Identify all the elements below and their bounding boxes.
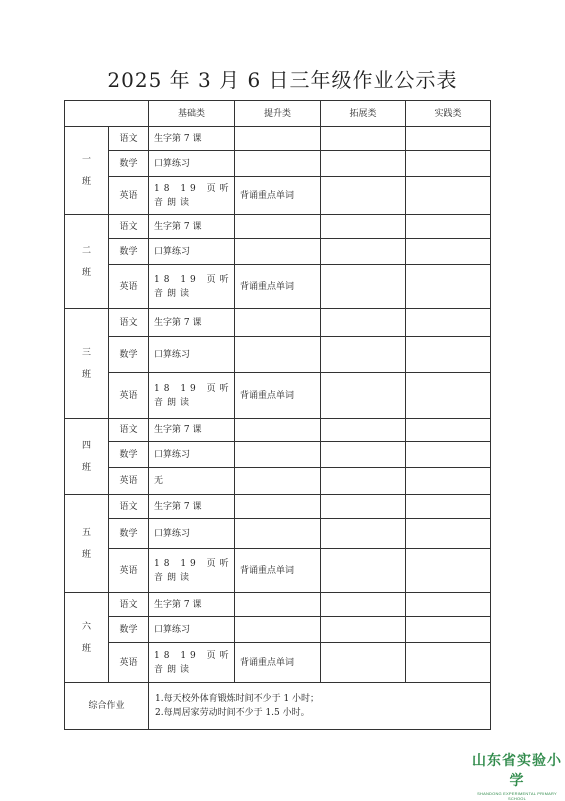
col-header-extend: 拓展类: [321, 101, 406, 127]
basic-cell: 生字第 7 课: [149, 309, 235, 337]
practice-cell: [406, 177, 491, 215]
subject-cell: 英语: [109, 643, 149, 683]
improve-cell: 背诵重点单词: [235, 177, 321, 215]
subject-cell: 数学: [109, 519, 149, 549]
basic-cell: 生字第 7 课: [149, 127, 235, 151]
extend-cell: [321, 373, 406, 419]
practice-cell: [406, 593, 491, 617]
col-header-basic: 基础类: [149, 101, 235, 127]
basic-cell: 生字第 7 课: [149, 593, 235, 617]
practice-cell: [406, 337, 491, 373]
improve-cell: [235, 309, 321, 337]
header-row: [65, 101, 491, 127]
class-row: [65, 177, 491, 215]
class-row: [65, 419, 491, 442]
improve-cell: [235, 442, 321, 468]
class-name-cell: [65, 495, 109, 593]
extend-cell: [321, 495, 406, 519]
practice-cell: [406, 127, 491, 151]
subject-cell: 英语: [109, 549, 149, 593]
extend-cell: [321, 127, 406, 151]
class-row: [65, 549, 491, 593]
class-name-cell: [65, 309, 109, 419]
basic-cell: 18 19 页听音朗读: [149, 549, 235, 593]
subject-cell: 数学: [109, 337, 149, 373]
school-logo-name: 山东省实验小学: [472, 753, 562, 789]
extend-cell: [321, 593, 406, 617]
practice-cell: [406, 419, 491, 442]
extend-cell: [321, 468, 406, 495]
practice-cell: [406, 549, 491, 593]
extend-cell: [321, 309, 406, 337]
class-row: [65, 593, 491, 617]
subject-cell: 语文: [109, 127, 149, 151]
improve-cell: [235, 337, 321, 373]
practice-cell: [406, 519, 491, 549]
class-row: [65, 239, 491, 265]
class-row: [65, 495, 491, 519]
col-header-practice: 实践类: [406, 101, 491, 127]
subject-cell: 数学: [109, 151, 149, 177]
summary-content: [149, 683, 491, 730]
basic-cell: 18 19 页听音朗读: [149, 643, 235, 683]
class-row: [65, 127, 491, 151]
extend-cell: [321, 442, 406, 468]
extend-cell: [321, 419, 406, 442]
improve-cell: [235, 151, 321, 177]
summary-row: [65, 683, 491, 730]
practice-cell: [406, 617, 491, 643]
improve-cell: 背诵重点单词: [235, 643, 321, 683]
subject-cell: 数学: [109, 239, 149, 265]
class-row: [65, 617, 491, 643]
improve-cell: [235, 593, 321, 617]
basic-cell: 18 19 页听音朗读: [149, 265, 235, 309]
subject-cell: 数学: [109, 617, 149, 643]
improve-cell: 背诵重点单词: [235, 373, 321, 419]
class-name-cell: [65, 127, 109, 215]
subject-cell: 语文: [109, 419, 149, 442]
class-name-cell: [65, 593, 109, 683]
basic-cell: 口算练习: [149, 337, 235, 373]
col-header-improve: 提升类: [235, 101, 321, 127]
class-row: [65, 151, 491, 177]
class-row: [65, 442, 491, 468]
practice-cell: [406, 215, 491, 239]
class-row: [65, 337, 491, 373]
practice-cell: [406, 265, 491, 309]
header-corner: [65, 101, 149, 127]
summary-line: 2.每周居家劳动时间不少于 1.5 小时。: [155, 708, 310, 718]
basic-cell: 口算练习: [149, 442, 235, 468]
practice-cell: [406, 643, 491, 683]
extend-cell: [321, 239, 406, 265]
subject-cell: 英语: [109, 468, 149, 495]
extend-cell: [321, 265, 406, 309]
extend-cell: [321, 177, 406, 215]
summary-label: 综合作业: [65, 683, 149, 730]
extend-cell: [321, 617, 406, 643]
class-name: 二班: [81, 245, 91, 278]
extend-cell: [321, 549, 406, 593]
improve-cell: [235, 215, 321, 239]
extend-cell: [321, 151, 406, 177]
basic-cell: 18 19 页听音朗读: [149, 373, 235, 419]
class-name: 六班: [81, 621, 91, 654]
extend-cell: [321, 215, 406, 239]
practice-cell: [406, 151, 491, 177]
class-name: 四班: [81, 440, 91, 473]
improve-cell: [235, 127, 321, 151]
school-logo-english: SHANDONG EXPERIMENTAL PRIMARY SCHOOL: [477, 791, 557, 801]
improve-cell: [235, 239, 321, 265]
improve-cell: [235, 468, 321, 495]
basic-cell: 口算练习: [149, 239, 235, 265]
class-name: 一班: [81, 154, 91, 187]
class-row: [65, 643, 491, 683]
class-row: [65, 373, 491, 419]
practice-cell: [406, 468, 491, 495]
extend-cell: [321, 643, 406, 683]
basic-cell: 生字第 7 课: [149, 495, 235, 519]
subject-cell: 英语: [109, 265, 149, 309]
extend-cell: [321, 519, 406, 549]
class-row: [65, 468, 491, 495]
summary-line: 1.每天校外体育锻炼时间不少于 1 小时；: [155, 694, 320, 704]
subject-cell: 语文: [109, 215, 149, 239]
practice-cell: [406, 309, 491, 337]
class-row: [65, 309, 491, 337]
class-row: [65, 215, 491, 239]
basic-cell: 口算练习: [149, 151, 235, 177]
practice-cell: [406, 442, 491, 468]
subject-cell: 英语: [109, 177, 149, 215]
basic-cell: 生字第 7 课: [149, 419, 235, 442]
extend-cell: [321, 337, 406, 373]
subject-cell: 语文: [109, 593, 149, 617]
practice-cell: [406, 373, 491, 419]
homework-table: [64, 100, 491, 730]
improve-cell: [235, 419, 321, 442]
class-name: 三班: [81, 347, 91, 380]
improve-cell: [235, 617, 321, 643]
basic-cell: 18 19 页听音朗读: [149, 177, 235, 215]
improve-cell: 背诵重点单词: [235, 265, 321, 309]
class-row: [65, 265, 491, 309]
class-name-cell: [65, 215, 109, 309]
improve-cell: 背诵重点单词: [235, 549, 321, 593]
basic-cell: 口算练习: [149, 519, 235, 549]
page-title: 2025 年 3 月 6 日三年级作业公示表: [107, 68, 458, 92]
subject-cell: 语文: [109, 495, 149, 519]
improve-cell: [235, 495, 321, 519]
basic-cell: 口算练习: [149, 617, 235, 643]
practice-cell: [406, 239, 491, 265]
school-logo: [472, 750, 562, 801]
subject-cell: 英语: [109, 373, 149, 419]
subject-cell: 语文: [109, 309, 149, 337]
practice-cell: [406, 495, 491, 519]
basic-cell: 生字第 7 课: [149, 215, 235, 239]
class-name-cell: [65, 419, 109, 495]
basic-cell: 无: [149, 468, 235, 495]
class-name: 五班: [81, 527, 91, 560]
class-row: [65, 519, 491, 549]
improve-cell: [235, 519, 321, 549]
subject-cell: 数学: [109, 442, 149, 468]
